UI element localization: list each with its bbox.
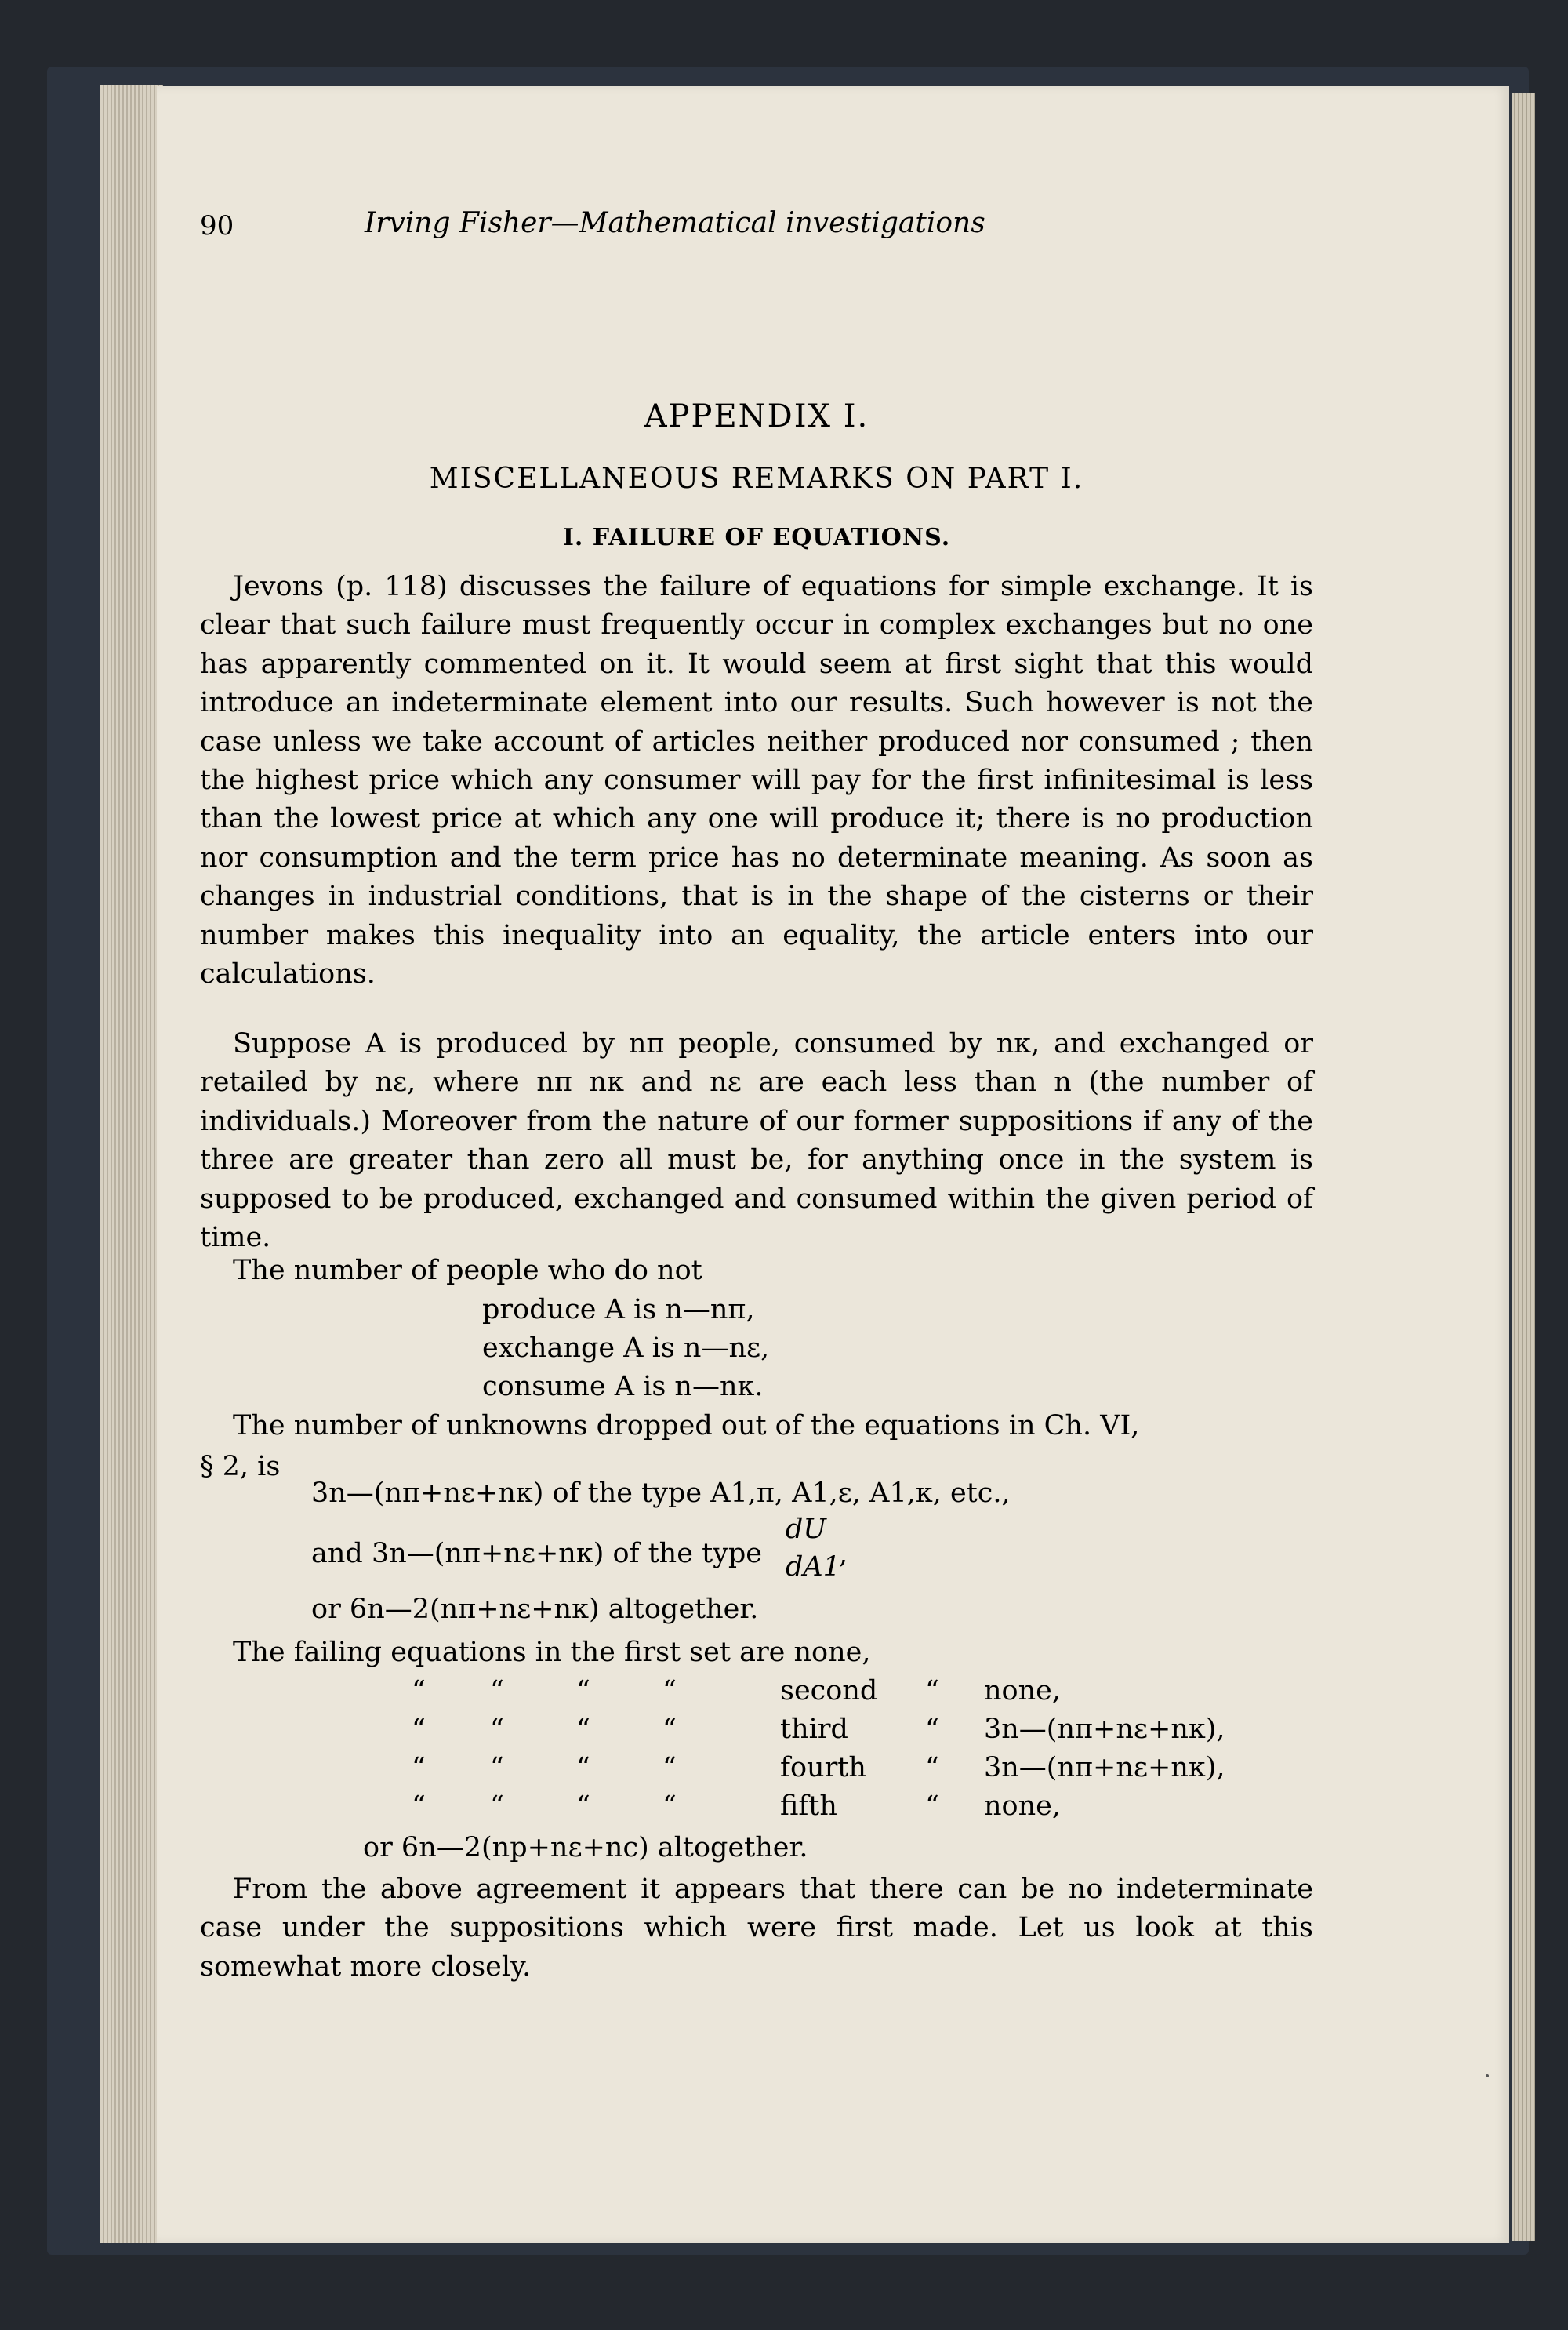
people-line-consume: consume A is n—nκ. xyxy=(482,1371,764,1402)
page-number: 90 xyxy=(200,210,234,242)
unknowns-line-2: and 3n—(nπ+nε+nκ) of the type xyxy=(311,1538,763,1569)
failing-row-second: “ “ “ “ second “ none, xyxy=(412,1675,1061,1707)
people-line-produce: produce A is n—nπ, xyxy=(482,1294,755,1325)
paragraph-jevons: Jevons (p. 118) discusses the failure of equations for simple exchange. It is clear that such failure must frequently occur in complex exchanges but no one has apparently commented on it. It would seem at first sight that this would introduce an indeterminate element into our results. Such however is not the case unless we take account of articles neither produced nor consumed ; then the highest price which any consumer will pay for the first infinitesimal is less than the lowest price at which any one will produce it; there is no production nor consumption and the term price has no determinate meaning. As soon as changes in industrial conditions, that is in the shape of the cisterns or their number makes this inequality into an equality, the article enters into our calculations. xyxy=(200,571,1313,991)
fraction-denominator: dA1 xyxy=(786,1551,840,1583)
subsection-title: I. FAILURE OF EQUATIONS. xyxy=(562,524,951,551)
page-edges-left xyxy=(100,85,163,2243)
running-head xyxy=(200,207,1313,257)
unknowns-line-1: 3n—(nπ+nε+nκ) of the type A1,π, A1,ε, A1,κ, etc., xyxy=(311,1478,1011,1509)
section-reference: § 2, is xyxy=(200,1451,281,1482)
paragraph-conclusion: From the above agreement it appears that there can be no indeterminate case under the suppositions which were first made. Let us look at this somewhat more closely. xyxy=(200,1874,1313,1983)
section-title: MISCELLANEOUS REMARKS ON PART I. xyxy=(429,463,1084,495)
paragraph-suppose: Suppose A is produced by nπ people, consumed by nκ, and exchanged or retailed by nε, where nπ nκ and nε are each less than n (the number of individuals.) Moreover from the nature of our former suppositions if any of the three are greater than zero all must be, for anything once in the system is supposed to be produced, exchanged and consumed within the given period of time. xyxy=(200,1028,1313,1254)
page-edges-right xyxy=(1512,93,1535,2241)
people-intro: The number of people who do not xyxy=(233,1255,702,1286)
unknowns-intro: The number of unknowns dropped out of the equations in Ch. VI, xyxy=(233,1410,1140,1441)
failing-intro: The failing equations in the first set are none, xyxy=(233,1637,871,1668)
page-speck xyxy=(1486,2074,1489,2077)
people-line-exchange: exchange A is n—nε, xyxy=(482,1332,770,1364)
failing-row-fourth: “ “ “ “ fourth “ 3n—(nπ+nε+nκ), xyxy=(412,1752,1225,1783)
running-title: Irving Fisher—Mathematical investigations xyxy=(365,207,985,239)
failing-row-third: “ “ “ “ third “ 3n—(nπ+nε+nκ), xyxy=(412,1714,1225,1745)
unknowns-line-3: or 6n—2(nπ+nε+nκ) altogether. xyxy=(311,1594,759,1625)
fraction-comma: , xyxy=(839,1539,848,1570)
fraction-numerator: dU xyxy=(786,1514,826,1545)
failing-row-fifth: “ “ “ “ fifth “ none, xyxy=(412,1790,1061,1822)
altogether-line: or 6n—2(np+nε+nc) altogether. xyxy=(363,1832,808,1863)
appendix-title: APPENDIX I. xyxy=(644,398,869,434)
